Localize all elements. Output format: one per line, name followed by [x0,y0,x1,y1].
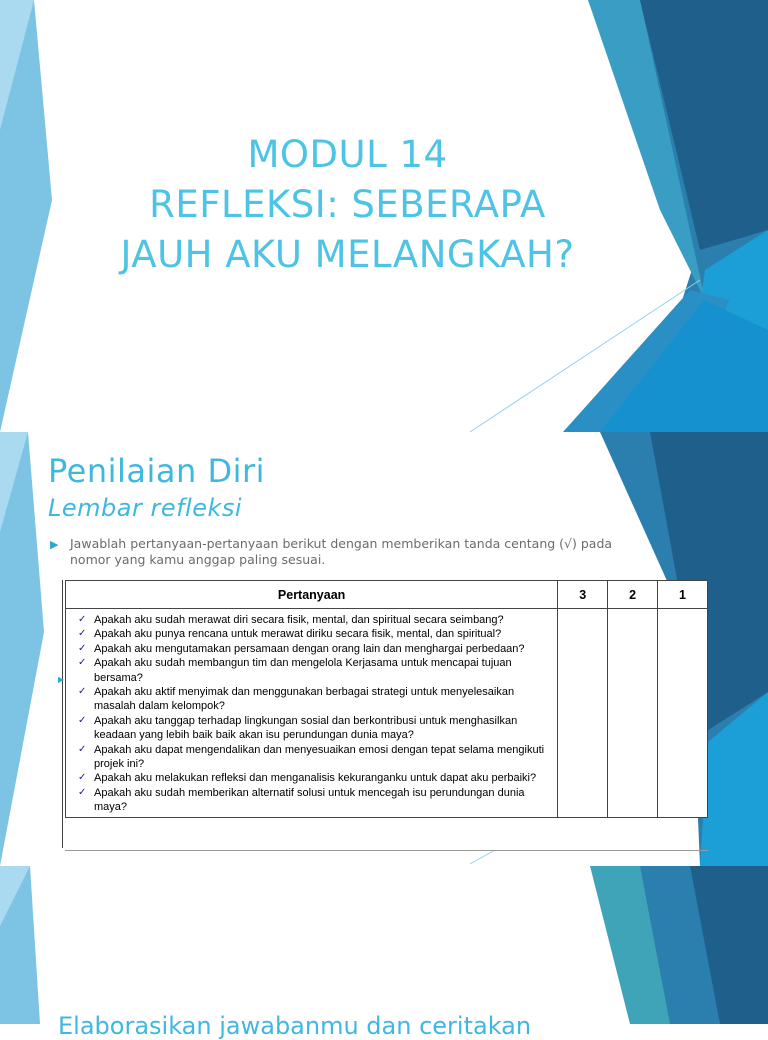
title-line-1: MODUL 14 [247,133,448,176]
table-bottom-rule [65,850,708,851]
list-item [78,685,551,714]
question-text: Apakah aku dapat mengendalikan dan menyesuaikan emosi dengan tepat selama mengikuti projek ini? [94,743,545,771]
table-outer-border [62,580,63,848]
partial-slide-text: Elaborasikan jawabanmu dan ceritakan [58,1012,532,1040]
question-text: Apakah aku tanggap terhadap lingkungan sosial dan berkontribusi untuk menghasilkan keadaan yang lebih baik baik akan isu perundungan dunia maya? [94,714,518,742]
section-heading: Penilaian Diri [48,452,266,490]
bullet-arrow-icon: ▶ [58,675,65,684]
list-item [78,771,551,785]
instruction-text: Jawablah pertanyaan-pertanyaan berikut dengan memberikan tanda centang (√) pada nomor yang kamu anggap paling sesuai. [70,536,613,567]
question-text: Apakah aku sudah membangun tim dan mengelola Kerjasama untuk mencapai tujuan bersama? [94,657,512,684]
list-item [78,642,551,656]
table-header-row [66,581,708,609]
question-text: Apakah aku sudah memberikan alternatif solusi untuk mencegah isu perundungan dunia maya? [94,786,525,814]
list-item [78,613,551,627]
bullet-arrow-icon: ▶ [50,538,59,551]
header-pertanyaan: Pertanyaan [66,581,558,609]
checkmark-icon: ✓ [78,786,87,798]
score-cell-1[interactable] [658,609,708,818]
table-row [66,609,708,818]
checkmark-icon: ✓ [78,686,87,698]
question-text: Apakah aku mengutamakan persamaan dengan orang lain dan menghargai perbedaan? [94,642,525,655]
score-cell-2[interactable] [608,609,658,818]
checkmark-icon: ✓ [78,772,87,784]
list-item [78,714,551,743]
instruction-bullet [50,536,650,568]
checkmark-icon: ✓ [78,614,87,625]
list-item [78,627,551,641]
checkmark-icon: ✓ [78,642,87,654]
list-item [78,656,551,685]
score-cell-3[interactable] [558,609,608,818]
section-subheading: Lembar refleksi [48,494,243,522]
slide-background-shapes [0,866,768,1024]
question-text: Apakah aku punya rencana untuk merawat diriku secara fisik, mental, dan spiritual? [94,628,502,641]
title-line-3: JAUH AKU MELANGKAH? [120,233,575,276]
checkmark-icon: ✓ [78,743,87,755]
slide-title-text [60,130,635,280]
list-item [78,743,551,772]
question-text: Apakah aku sudah merawat diri secara fisik, mental, dan spiritual secara seimbang? [94,614,504,626]
slide-elaborasi-partial [0,866,768,1040]
checkmark-icon: ✓ [78,657,87,669]
question-list [66,609,557,817]
checkmark-icon: ✓ [78,714,87,726]
reflection-table [65,580,708,818]
slide-penilaian-diri [0,432,768,866]
header-score-3: 3 [558,581,608,609]
question-text: Apakah aku melakukan refleksi dan menganalisis kekuranganku untuk dapat aku perbaiki? [94,772,537,785]
header-score-2: 2 [608,581,658,609]
slide-title [0,0,768,432]
list-item [78,786,551,815]
header-score-1: 1 [658,581,708,609]
checkmark-icon: ✓ [78,628,87,640]
question-text: Apakah aku aktif menyimak dan menggunakan berbagai strategi untuk menyelesaikan masalah dalam kelompok? [94,686,515,713]
title-line-2: REFLEKSI: SEBERAPA [149,183,546,226]
question-cell [66,609,558,818]
